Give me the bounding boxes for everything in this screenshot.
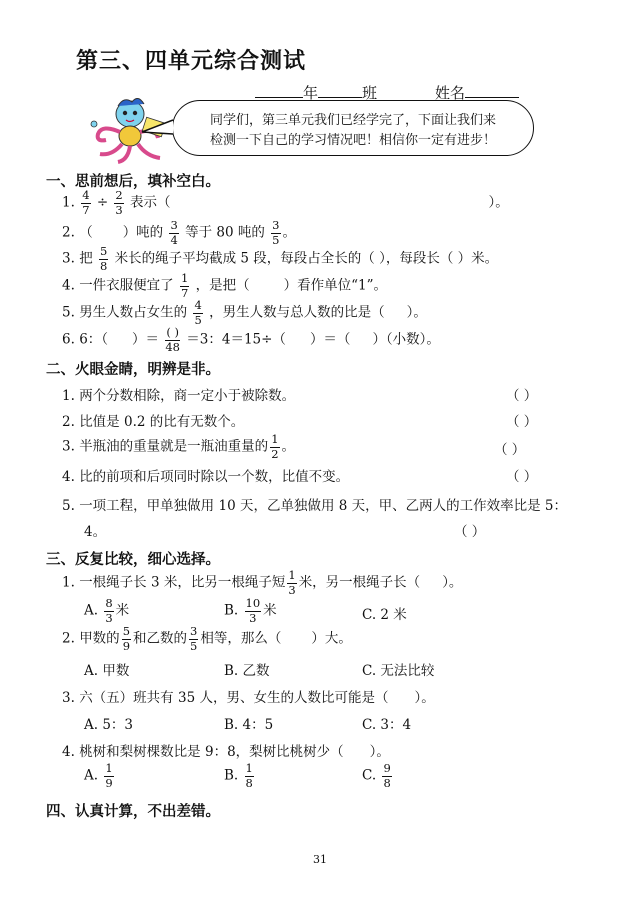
- answer-parentheses: （ ）: [454, 524, 486, 540]
- section-3-heading: 三、反复比较，细心选择。: [46, 552, 220, 568]
- s3-q1-option-a[interactable]: A. $\frac{8}{3}$ 米: [84, 596, 130, 625]
- fraction: $\frac{2}{3}$: [115, 188, 123, 217]
- answer-parentheses: （ ）: [506, 469, 538, 485]
- class-blank: [318, 83, 362, 98]
- fraction: $\frac{10}{3}$: [245, 596, 261, 625]
- s2-question-5: 5. 一项工程，甲单独做用 10 天，乙单独做用 8 天，甲、乙两人的工作效率比是 5：: [62, 498, 567, 514]
- fraction: $\frac{1}{3}$: [288, 568, 296, 597]
- fraction: $\frac{1}{2}$: [271, 432, 279, 461]
- s3-q3-option-a[interactable]: A. 5：3: [84, 717, 134, 733]
- s1-question-6: 6. 6：（ ）＝ $\frac{( )}{48}$ ＝3：4＝15÷（ ）＝（ ）（小数）。: [62, 325, 440, 354]
- fraction: $\frac{4}{7}$: [82, 188, 90, 217]
- s3-question-4: 4. 桃树和梨树棵数比是 9：8，梨树比桃树少（ ）。: [62, 744, 390, 760]
- fraction: $\frac{5}{9}$: [122, 624, 131, 653]
- s3-q2-option-b[interactable]: B. 乙数: [224, 663, 270, 679]
- answer-parentheses: （ ）: [494, 442, 526, 458]
- s3-q4-option-b[interactable]: B. $\frac{1}{8}$: [224, 761, 253, 790]
- s1-question-1: 1. $\frac{4}{7}$ ÷ $\frac{2}{3}$ 表示（ ）。: [62, 188, 509, 217]
- divide-sign: ÷: [96, 194, 109, 211]
- year-label: 年: [303, 84, 319, 102]
- fraction: $\frac{1}{9}$: [105, 761, 113, 790]
- question-number: 5.: [62, 304, 75, 321]
- question-number: 1.: [62, 194, 75, 211]
- s3-q1-option-b[interactable]: B. $\frac{10}{3}$ 米: [224, 596, 277, 625]
- s3-question-1: 1. 一根绳子长 3 米，比另一根绳子短 $\frac{1}{3}$ 米，另一根绳子长（ ）。: [62, 568, 463, 597]
- question-number: 3.: [62, 250, 75, 267]
- fraction: $\frac{3}{4}$: [170, 218, 178, 247]
- fraction: $\frac{3}{5}$: [272, 218, 280, 247]
- question-number: 6.: [62, 331, 75, 348]
- s3-q2-option-a[interactable]: A. 甲数: [84, 663, 130, 679]
- s3-q2-option-c[interactable]: C. 无法比较: [362, 663, 435, 679]
- section-1-heading: 一、思前想后，填补空白。: [46, 174, 220, 190]
- answer-parentheses: （ ）: [506, 414, 538, 430]
- s3-question-2: 2. 甲数的 $\frac{5}{9}$ 和乙数的 $\frac{3}{5}$ 相等，那么（ ）大。: [62, 624, 352, 653]
- question-number: 4.: [62, 277, 75, 294]
- year-blank: [255, 83, 303, 98]
- s3-question-3: 3. 六（五）班共有 35 人，男、女生的人数比可能是（ ）。: [62, 690, 435, 706]
- section-4-heading: 四、认真计算，不出差错。: [46, 804, 220, 820]
- fraction: $\frac{4}{5}$: [194, 298, 202, 327]
- s1-question-2: 2. （ ）吨的 $\frac{3}{4}$ 等于 80 吨的 $\frac{3}{5}$ 。: [62, 218, 296, 247]
- fraction: $\frac{1}{8}$: [245, 761, 253, 790]
- page-number: 31: [313, 853, 327, 866]
- question-number: 2.: [62, 224, 75, 241]
- class-label: 班: [362, 84, 378, 102]
- fraction: $\frac{3}{5}$: [190, 624, 198, 653]
- s3-q3-option-c[interactable]: C. 3：4: [362, 717, 412, 733]
- s2-question-3: 3. 半瓶油的重量就是一瓶油重量的 $\frac{1}{2}$ 。: [62, 432, 296, 461]
- page-title: 第三、四单元综合测试: [76, 49, 307, 74]
- s3-q3-option-b[interactable]: B. 4：5: [224, 717, 274, 733]
- fraction: $\frac{8}{3}$: [105, 596, 113, 625]
- s1-question-3: 3. 把 $\frac{5}{8}$ 米长的绳子平均截成 5 段，每段占全长的（ ），每段长（ ）米。: [62, 244, 499, 273]
- name-blank: [465, 83, 519, 98]
- s1-question-4: 4. 一件衣服便宜了 $\frac{1}{7}$ ，是把（ ）看作单位“1”。: [62, 271, 388, 300]
- section-2-heading: 二、火眼金睛，明辨是非。: [46, 362, 220, 378]
- s1-question-5: 5. 男生人数占女生的 $\frac{4}{5}$ ，男生人数与总人数的比是（ ）。: [62, 298, 427, 327]
- s2-question-1: 1. 两个分数相除，商一定小于被除数。: [62, 388, 296, 404]
- s2-question-5-cont: 4。: [84, 524, 107, 540]
- fraction: $\frac{5}{8}$: [99, 244, 108, 273]
- fraction: $\frac{9}{8}$: [383, 761, 391, 790]
- s3-q4-option-c[interactable]: C. $\frac{9}{8}$: [362, 761, 391, 790]
- answer-parentheses: （ ）: [506, 388, 538, 404]
- fraction: $\frac{1}{7}$: [180, 271, 189, 300]
- name-label: 姓名: [435, 84, 466, 102]
- s2-question-4: 4. 比的前项和后项同时除以一个数，比值不变。: [62, 469, 350, 485]
- bubble-line-2: 检测一下自己的学习情况吧！相信你一定有进步！: [209, 133, 496, 148]
- fraction: $\frac{( )}{48}$: [165, 325, 180, 354]
- s3-q4-option-a[interactable]: A. $\frac{1}{9}$: [84, 761, 113, 790]
- s2-question-2: 2. 比值是 0.2 的比有无数个。: [62, 414, 245, 430]
- bubble-tail: [140, 118, 176, 138]
- s3-q1-option-c[interactable]: C. 2 米: [362, 607, 407, 623]
- bubble-line-1: 同学们，第三单元我们已经学完了，下面让我们来: [209, 113, 496, 128]
- speech-bubble: [172, 100, 534, 156]
